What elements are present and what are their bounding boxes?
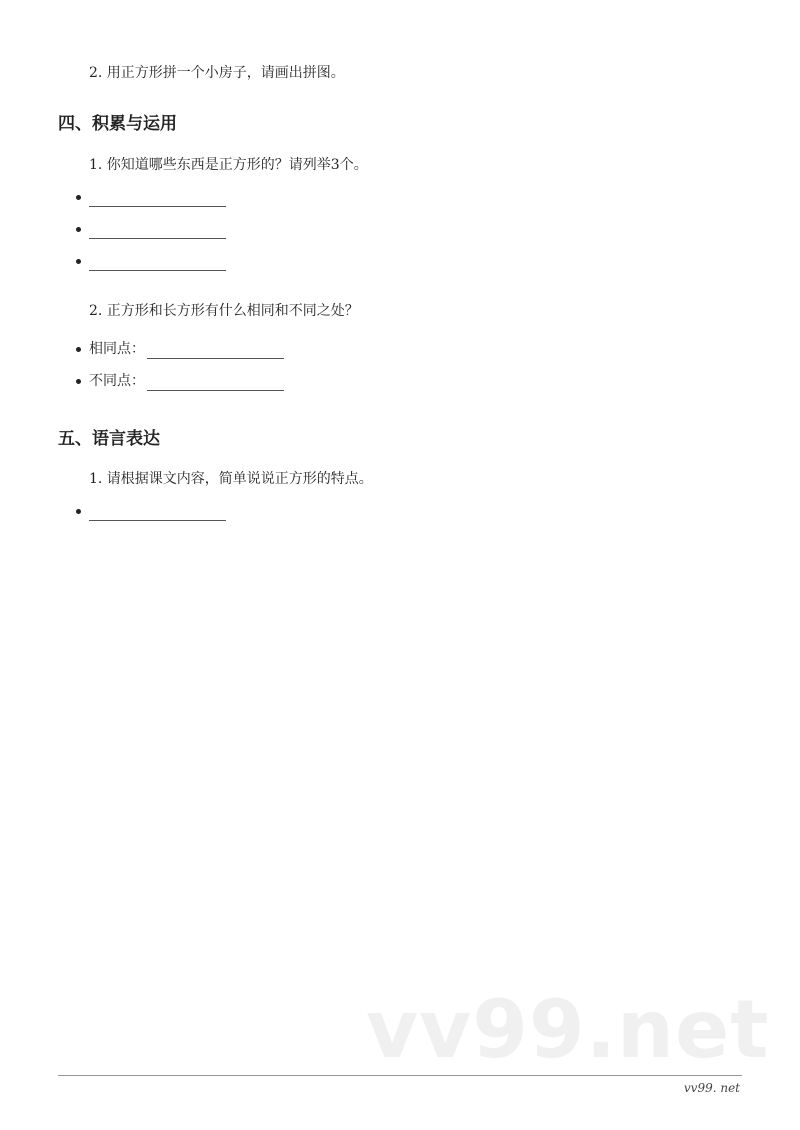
- section-4-heading: 四、积累与运用: [58, 114, 177, 134]
- diff-label: 不同点：: [89, 373, 145, 389]
- question-3-2: 2. 用正方形拼一个小房子，请画出拼图。: [89, 65, 345, 81]
- same-label: 相同点：: [89, 341, 145, 357]
- same-answer-blank[interactable]: [147, 344, 284, 359]
- answer-blank[interactable]: [89, 506, 226, 521]
- answer-line-same: [76, 339, 284, 359]
- bullet-dot: [76, 227, 81, 232]
- answer-line-diff: [76, 371, 284, 391]
- question-4-1: 1. 你知道哪些东西是正方形的？请列举3个。: [89, 157, 368, 173]
- answer-blank[interactable]: [89, 192, 226, 207]
- answer-blank[interactable]: [89, 224, 226, 239]
- bullet-dot: [76, 347, 81, 352]
- watermark-logo: vv99.net: [366, 983, 770, 1076]
- answer-blank[interactable]: [89, 256, 226, 271]
- question-5-1: 1. 请根据课文内容，简单说说正方形的特点。: [89, 471, 373, 487]
- diff-answer-blank[interactable]: [147, 376, 284, 391]
- bullet-dot: [76, 379, 81, 384]
- answer-line-5-1: [76, 506, 226, 521]
- bullet-dot: [76, 195, 81, 200]
- section-5-heading: 五、语言表达: [58, 429, 160, 449]
- bullet-dot: [76, 259, 81, 264]
- question-4-2: 2. 正方形和长方形有什么相同和不同之处？: [89, 303, 359, 319]
- bullet-dot: [76, 509, 81, 514]
- answer-line-4-1-b: [76, 224, 226, 239]
- footer-site: vv99. net: [683, 1081, 740, 1095]
- footer-divider: [58, 1075, 742, 1076]
- answer-line-4-1-c: [76, 256, 226, 271]
- answer-line-4-1-a: [76, 192, 226, 207]
